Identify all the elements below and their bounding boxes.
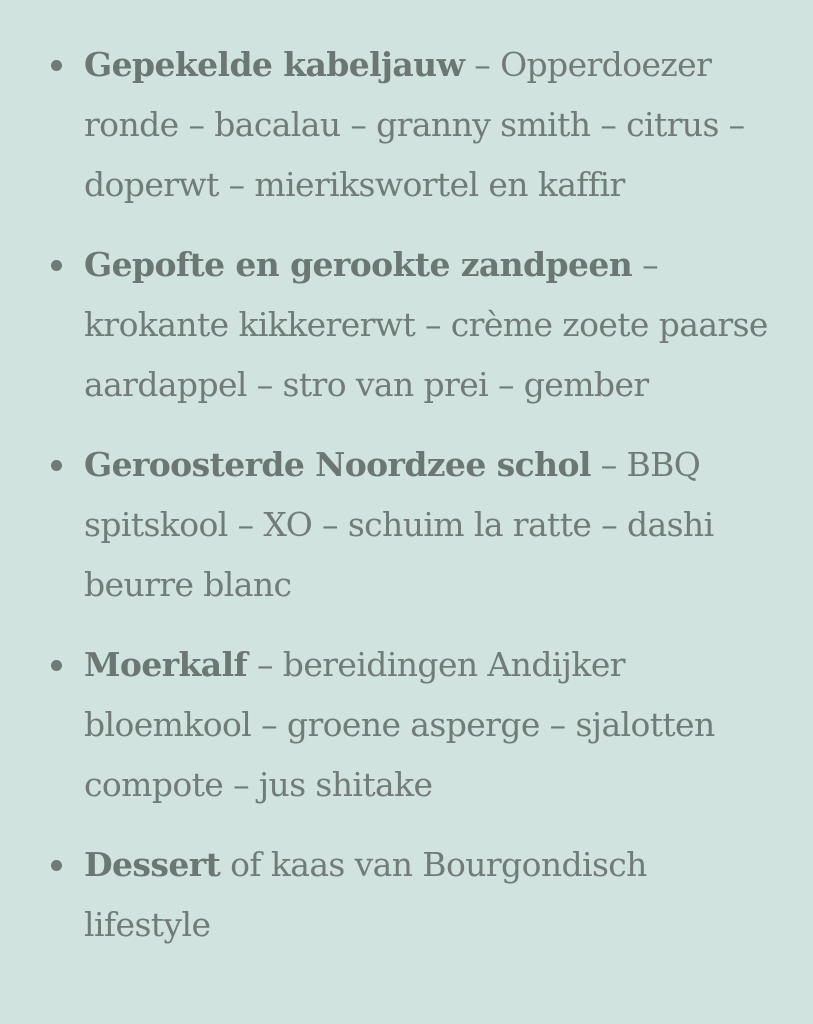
bullet-icon (51, 260, 62, 271)
bullet-icon (51, 860, 62, 871)
dish-description: – Opperdoezer ronde – bacalau – granny smith – citrus – doperwt – mierikswortel en kaffir (84, 45, 745, 204)
bullet-icon (51, 60, 62, 71)
dish-description: – bereidingen Andijker bloemkool – groene asperge – sjalotten compote – jus shitake (84, 645, 715, 804)
menu-item (84, 435, 783, 615)
menu-item (84, 835, 783, 955)
bullet-icon (51, 660, 62, 671)
menu-item (84, 635, 783, 815)
dish-name: Geroosterde Noordzee schol (84, 445, 591, 484)
dish-description: – BBQ spitskool – XO – schuim la ratte – dashi beurre blanc (84, 445, 714, 604)
bullet-icon (51, 460, 62, 471)
dish-description: of kaas van Bourgondisch lifestyle (84, 845, 647, 944)
dish-name: Gepofte en gerookte zandpeen (84, 245, 633, 284)
dish-name: Gepekelde kabeljauw (84, 45, 465, 84)
dish-name: Dessert (84, 845, 221, 884)
menu-item (84, 235, 783, 415)
dish-description: – krokante kikkererwt – crème zoete paarse aardappel – stro van prei – gember (84, 245, 768, 404)
dish-name: Moerkalf (84, 645, 248, 684)
menu-item (84, 35, 783, 215)
